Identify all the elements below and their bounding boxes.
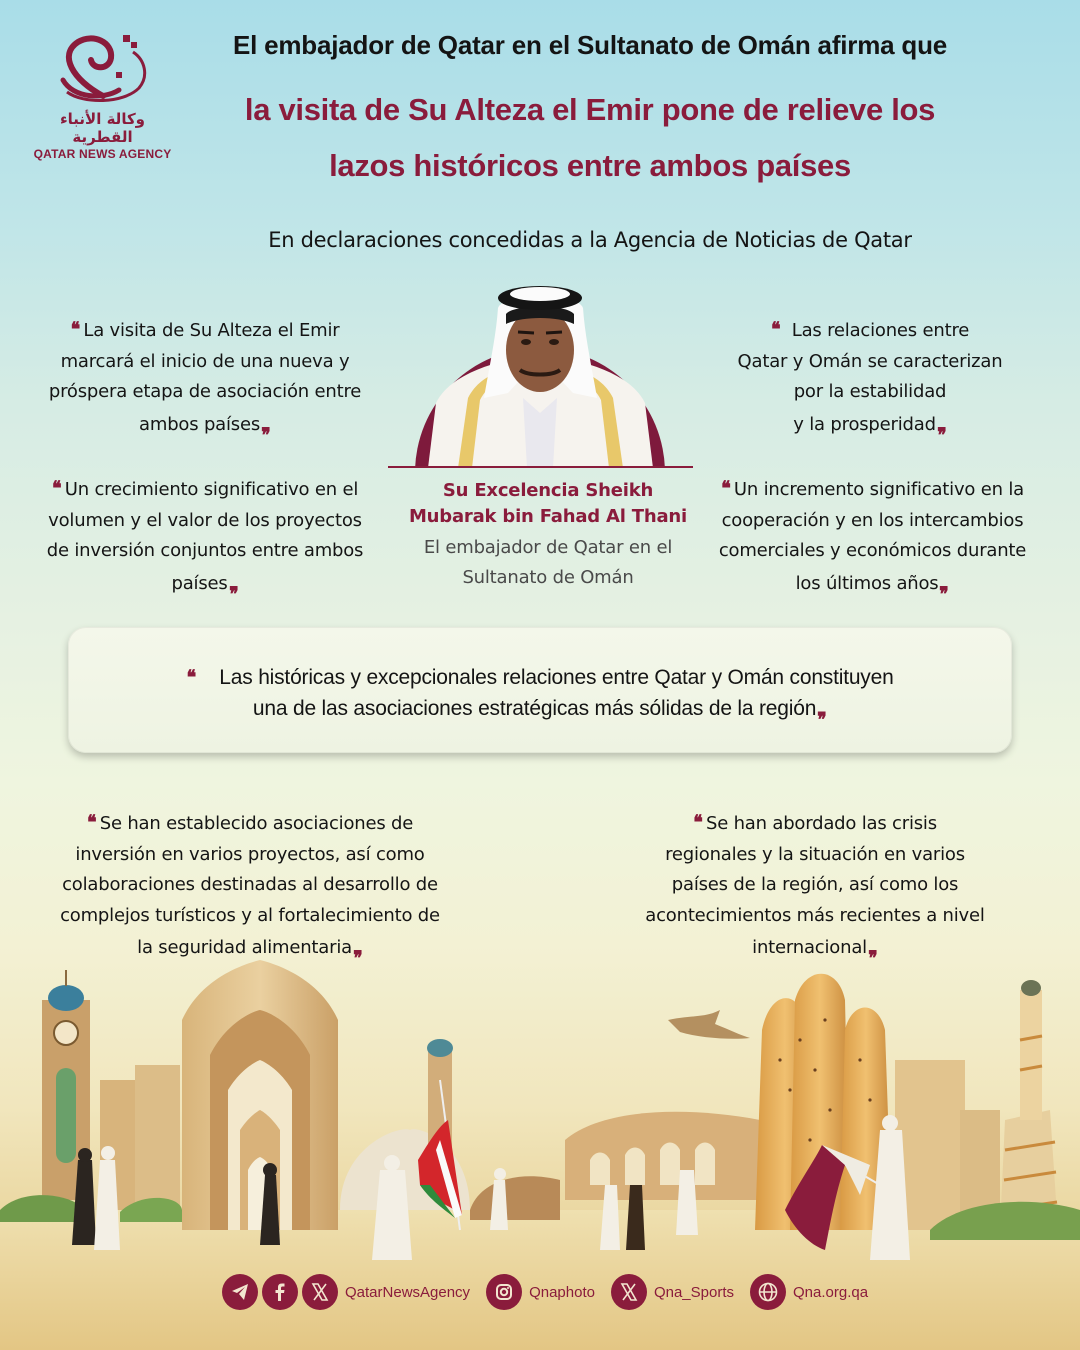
telegram-icon[interactable] [222, 1274, 258, 1310]
quote-block: ❛❛ Las relaciones entre Qatar y Omán se caracterizan por la estabilidad y la prosperidad ❛❛ [700, 314, 1040, 440]
close-quote-icon: ❛❛ [942, 573, 950, 597]
quote-block: ❛❛ Un crecimiento significativo en el volumen y el valor de los proyectos de inversión conjuntos entre ambos países ❛❛ [30, 473, 380, 599]
open-quote-icon: ❛❛ [70, 317, 78, 341]
social-handle-website[interactable]: Qna.org.qa [793, 1283, 869, 1301]
qna-logo-icon [53, 30, 153, 108]
ambassador-photo [428, 278, 653, 468]
quote-block: ❛❛ La visita de Su Alteza el Emir marcará el inicio de una nueva y próspera etapa de asociación entre ambos países ❛❛ [30, 314, 380, 440]
headline-highlight [190, 82, 990, 194]
x-icon[interactable] [302, 1274, 338, 1310]
instagram-icon[interactable] [486, 1274, 522, 1310]
globe-icon[interactable] [750, 1274, 786, 1310]
close-quote-icon: ❛❛ [355, 937, 363, 962]
close-quote-icon: ❛❛ [231, 573, 239, 597]
social-handle-qna-sports[interactable]: Qna_Sports [653, 1283, 734, 1301]
open-quote-icon: ❛❛ [51, 476, 59, 500]
x-icon[interactable] [611, 1274, 647, 1310]
portrait-divider [388, 466, 693, 468]
open-quote-icon: ❛❛ [186, 665, 194, 689]
logo-arabic-name: وكالة الأنباء القطرية [60, 110, 145, 146]
highlight-banner-text: ❛❛ Las históricas y excepcionales relaciones entre Qatar y Omán constituyen una de las asociaciones estratégicas más sólidas de la región ❛❛ [100, 662, 980, 724]
quote-block: ❛❛ Un incremento significativo en la cooperación y en los intercambios comerciales y económicos durante los últimos años ❛❛ [700, 473, 1045, 599]
ambassador-role: El embajador de Qatar en el Sultanato de Omán [423, 537, 673, 588]
open-quote-icon: ❛❛ [721, 476, 728, 500]
open-quote-icon: ❛❛ [770, 317, 778, 341]
close-quote-icon: ❛❛ [264, 414, 271, 438]
subtitle: En declaraciones concedidas a la Agencia de Noticias de Qatar [268, 228, 912, 252]
qatar-landmarks [565, 974, 1080, 1260]
oman-landmarks [0, 960, 560, 1260]
headline-line-3: lazos históricos entre ambos países [329, 148, 851, 183]
headline-line-2: la visita de Su Alteza el Emir pone de relieve los [244, 92, 936, 127]
close-quote-icon: ❛❛ [870, 937, 878, 962]
ambassador-portrait [388, 278, 693, 468]
quote-block: ❛❛ Se han abordado las crisis regionales y la situación en varios países de la región, así como los acontecimientos más recientes a nivel internacional ❛❛ [620, 807, 1010, 964]
open-quote-icon: ❛❛ [86, 810, 94, 834]
logo-english-name: QATAR NEWS AGENCY [33, 147, 172, 161]
facebook-icon[interactable] [262, 1274, 298, 1310]
open-quote-icon: ❛❛ [693, 810, 700, 834]
ambassador-name: Su Excelencia Sheikh Mubarak bin Fahad Al Thani [408, 480, 688, 527]
close-quote-icon: ❛❛ [820, 699, 828, 723]
headline-line-1: El embajador de Qatar en el Sultanato de Omán afirma que [232, 30, 948, 60]
social-footer [222, 1273, 884, 1311]
quote-block: ❛❛ Se han establecido asociaciones de inversión en varios proyectos, así como colaboraciones destinadas al desarrollo de complejos turísticos y al fortalecimiento de la seguridad alimentaria ❛❛ [40, 807, 460, 964]
close-quote-icon: ❛❛ [939, 414, 947, 438]
social-handle-qatarnewsagency[interactable]: QatarNewsAgency [345, 1283, 471, 1301]
social-handle-qnaphoto[interactable]: Qnaphoto [529, 1283, 595, 1301]
qna-logo [30, 30, 175, 160]
